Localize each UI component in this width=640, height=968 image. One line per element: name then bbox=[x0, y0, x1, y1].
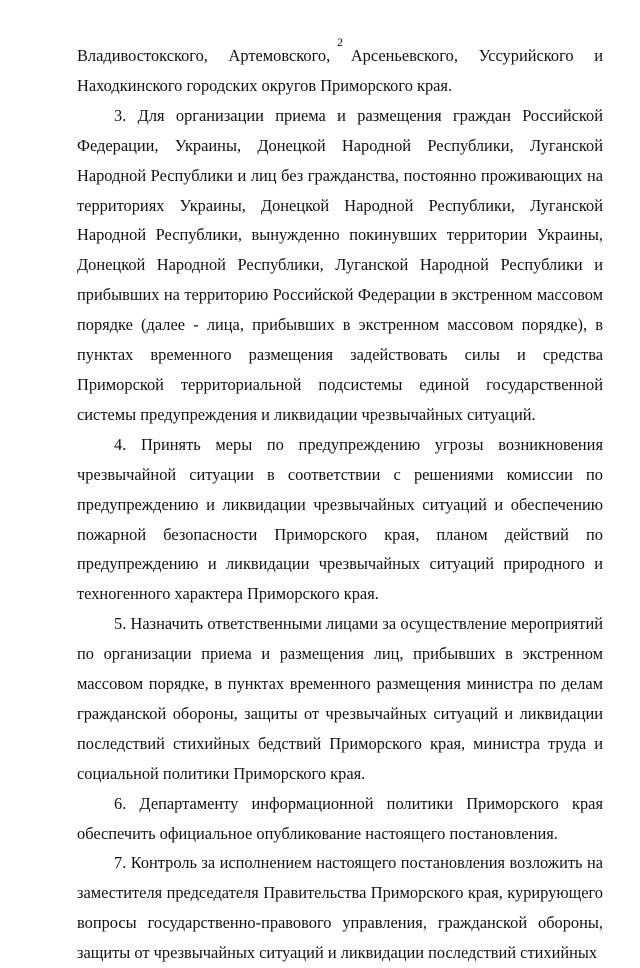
paragraph-item-7: 7. Контроль за исполнением настоящего постановления возложить на заместителя председателя Правительства Приморского края, курирующего вопросы государственно-правового управления, гражданской обороны, защиты от чрезвычайных ситуаций и ликвидации последствий стихийных bbox=[77, 853, 603, 963]
paragraph-item-3: 3. Для организации приема и размещения граждан Российской Федерации, Украины, Донецкой Народной Республики, Луганской Народной Республики и лиц без гражданства, постоянно проживающих на территориях Украины, Донецкой Народной Республики, Луганской Народной Республики, вынужденно покинувших территории Украины, Донецкой Народной Республики, Луганской Народной Республики и прибывших на территорию Российской Федерации в экстренном массовом порядке (далее - лица, прибывших в экстренном массовом порядке), в пунктах временного размещения задействовать силы и средства Приморской территориальной подсистемы единой государственной системы предупреждения и ликвидации чрезвычайных ситуаций. bbox=[77, 105, 603, 424]
page-number: 2 bbox=[337, 35, 343, 49]
paragraph-continuation: Владивостокского, Артемовского, Арсеньевского, Уссурийского и Находкинского городских округов Приморского края. bbox=[77, 46, 603, 95]
paragraph-item-6: 6. Департаменту информационной политики Приморского края обеспечить официальное опубликование настоящего постановления. bbox=[77, 793, 603, 843]
paragraph-item-4: 4. Принять меры по предупреждению угрозы возникновения чрезвычайной ситуации в соответствии с решениями комиссии по предупреждению и ликвидации чрезвычайных ситуаций и обеспечению пожарной безопасности Приморского края, планом действий по предупреждению и ликвидации чрезвычайных ситуаций природного и техногенного характера Приморского края. bbox=[77, 434, 603, 604]
paragraph-item-5: 5. Назначить ответственными лицами за осуществление мероприятий по организации приема и размещения лиц, прибывших в экстренном массовом порядке, в пунктах временного размещения министра по делам гражданской обороны, защиты от чрезвычайных ситуаций и ликвидации последствий стихийных бедствий Приморского края, министра труда и социальной политики Приморского края. bbox=[77, 614, 603, 783]
document-body bbox=[77, 41, 603, 968]
